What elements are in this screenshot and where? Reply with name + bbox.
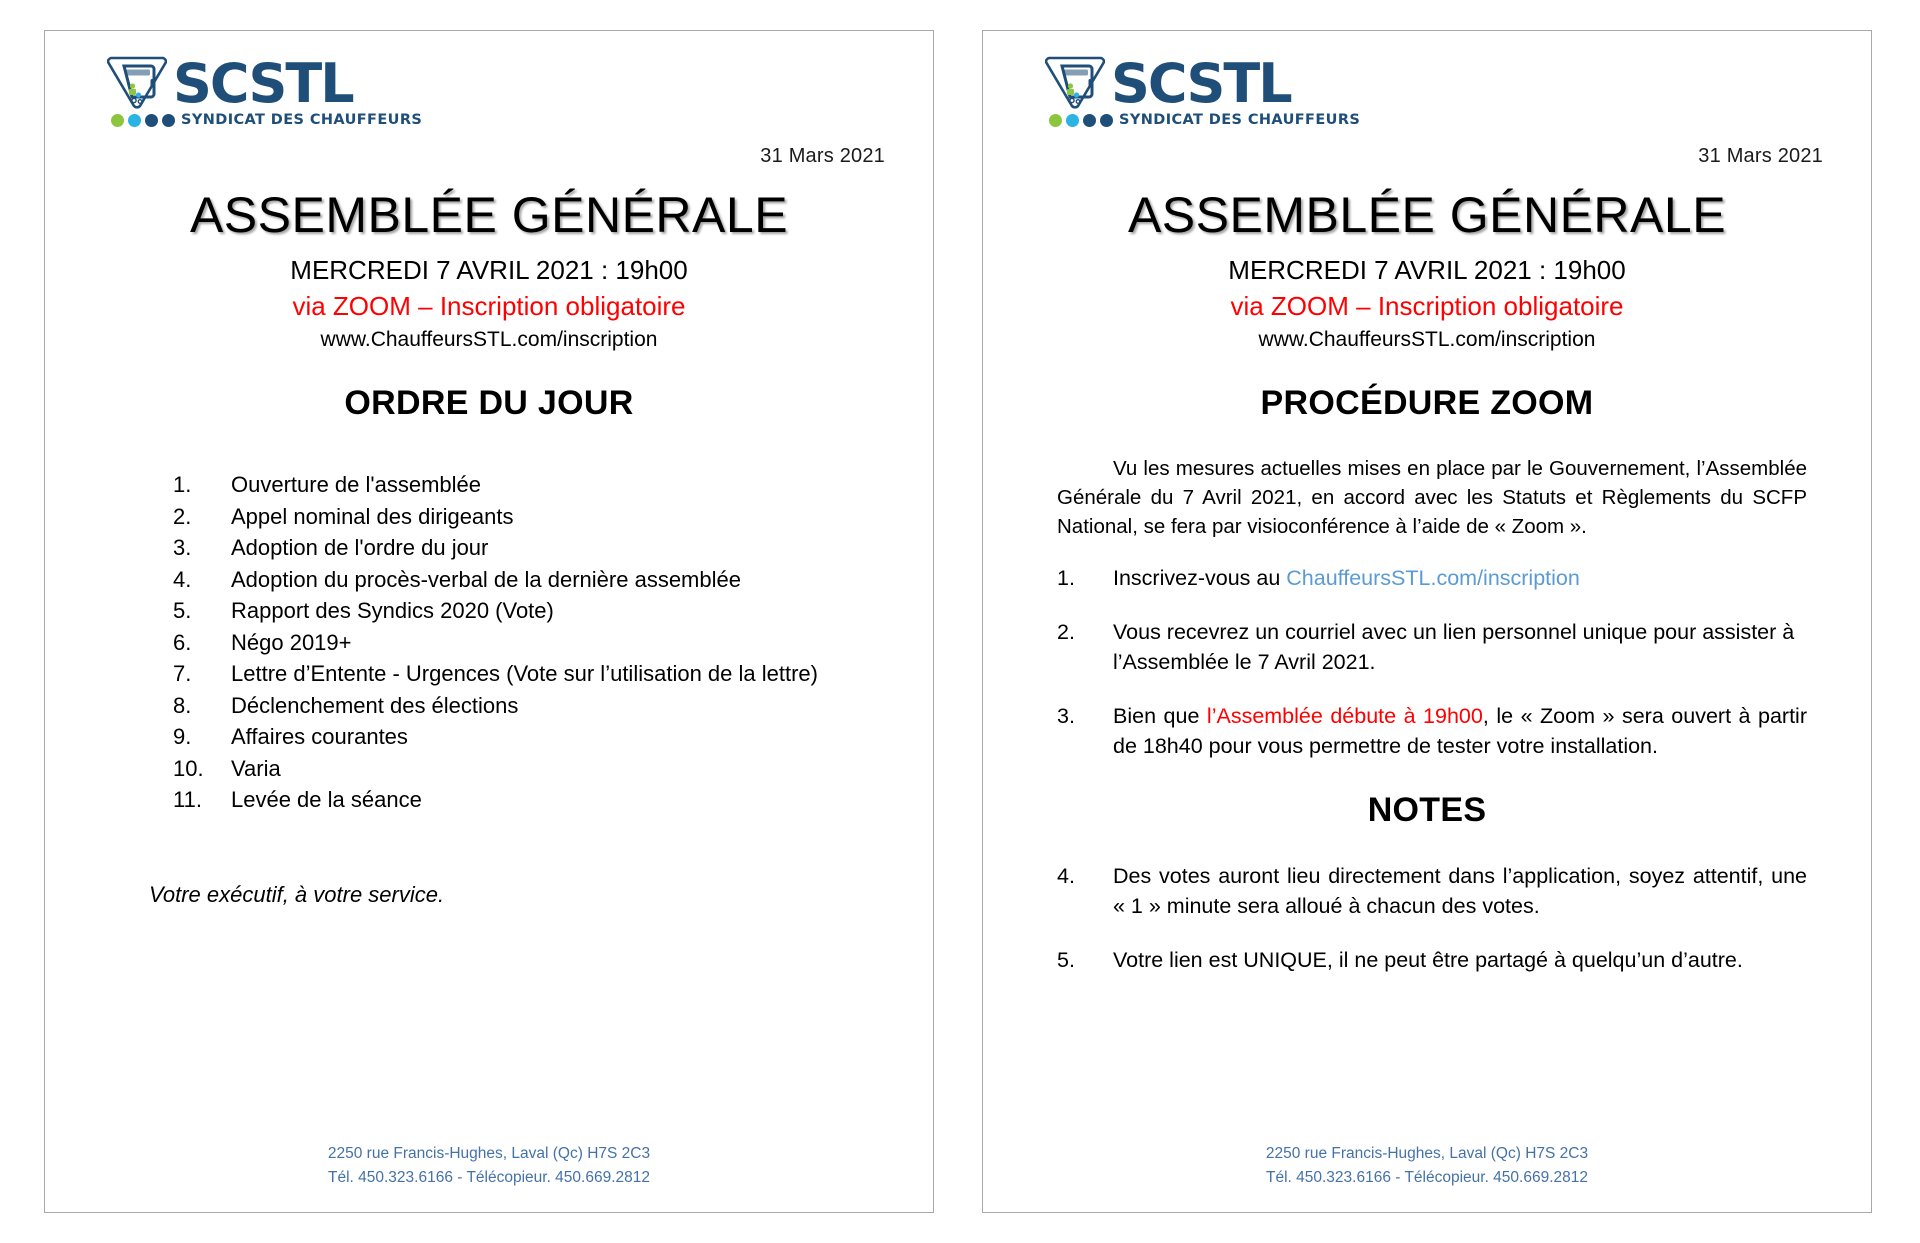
zoom-registration-notice: via ZOOM – Inscription obligatoire: [292, 291, 686, 321]
footer-phone: Tél. 450.323.6166 - Télécopieur. 450.669.2812: [1265, 1169, 1589, 1186]
agenda-number: 5.: [173, 598, 192, 623]
brand-wordmark: SCSTL: [173, 52, 353, 115]
step-text: [1113, 563, 1807, 593]
agenda-text: Négo 2019+: [231, 629, 352, 655]
agenda-number: 4.: [173, 566, 192, 592]
agenda-text: Déclenchement des élections: [231, 692, 519, 718]
agenda-text: Varia: [231, 755, 281, 781]
agenda-number: 2.: [173, 503, 192, 529]
step-number: 2.: [1057, 620, 1075, 645]
list-item: [173, 691, 897, 722]
list-item: [173, 470, 897, 501]
meeting-datetime: MERCREDI 7 AVRIL 2021 : 19h00: [1228, 255, 1626, 285]
agenda-list: [81, 470, 897, 816]
agenda-number: 6.: [173, 629, 192, 655]
logo-dot-cyan: [1066, 114, 1079, 127]
logo-dot-green: [1049, 114, 1062, 127]
bus-triangle-icon: [1045, 53, 1105, 111]
page-title: ASSEMBLÉE GÉNÉRALE: [1127, 187, 1727, 243]
section-title-procedure: PROCÉDURE ZOOM: [1260, 384, 1594, 422]
brand-tagline: SYNDICAT DES CHAUFFEURS: [181, 112, 423, 128]
footer-address: 2250 rue Francis-Hughes, Laval (Qc) H7S 2C3: [327, 1145, 651, 1162]
list-item: [1057, 945, 1807, 975]
agenda-number: 10.: [173, 755, 204, 781]
agenda-text: Lettre d’Entente - Urgences (Vote sur l’utilisation de la lettre): [231, 661, 818, 686]
zoom-registration-notice: via ZOOM – Inscription obligatoire: [1230, 291, 1624, 321]
agenda-text: Affaires courantes: [231, 724, 408, 749]
list-item: [173, 722, 897, 753]
agenda-text: Rapport des Syndics 2020 (Vote): [231, 598, 554, 623]
agenda-number: 8.: [173, 692, 192, 718]
step-highlight: l’Assemblée débute à 19h00: [1206, 704, 1483, 729]
registration-website: www.ChauffeursSTL.com/inscription: [320, 328, 658, 351]
scstl-logo: [107, 49, 423, 128]
step-lead: Inscrivez-vous au: [1113, 566, 1287, 591]
registration-website: www.ChauffeursSTL.com/inscription: [1258, 328, 1596, 351]
logo-row: [81, 43, 897, 135]
logo-row: [1019, 43, 1835, 135]
list-item: [173, 596, 897, 627]
logo-dot-navy-2: [1100, 114, 1113, 127]
page-procedure-zoom: [982, 30, 1872, 1213]
agenda-text: Ouverture de l'assemblée: [231, 472, 481, 497]
list-item: [173, 565, 897, 596]
note-text: Votre lien est UNIQUE, il ne peut être partagé à quelqu’un d’autre.: [1113, 948, 1743, 973]
logo-dot-navy-1: [145, 114, 158, 127]
brand-wordmark: SCSTL: [1111, 52, 1291, 115]
agenda-number: 11.: [173, 787, 202, 812]
agenda-number: 3.: [173, 535, 192, 560]
list-item: [173, 533, 897, 564]
registration-link[interactable]: ChauffeursSTL.com/inscription: [1286, 566, 1580, 591]
scstl-logo: [1045, 49, 1361, 128]
section-title-agenda: ORDRE DU JOUR: [344, 384, 634, 422]
intro-paragraph: Vu les mesures actuelles mises en place par le Gouvernement, l’Assemblée Générale du 7 Avril 2021, en accord avec les Statuts et Règlements du SCFP National, se fera par visioconférence à l’aide de « Zoom ».: [1057, 457, 1807, 539]
steps-list: [1057, 563, 1807, 761]
logo-dot-cyan: [128, 114, 141, 127]
step-tail: , le « Zoom » sera ouvert à partir de 18h40 pour vous permettre de tester votre installation.: [1113, 704, 1807, 759]
list-item: [173, 785, 897, 816]
footer-address: 2250 rue Francis-Hughes, Laval (Qc) H7S 2C3: [1265, 1145, 1589, 1162]
document-date: 31 Mars 2021: [1698, 145, 1823, 167]
note-number: 5.: [1057, 948, 1075, 973]
document-date: 31 Mars 2021: [760, 145, 885, 167]
footer-right: [983, 1142, 1871, 1190]
agenda-number: 7.: [173, 661, 192, 686]
list-item: [1057, 861, 1807, 921]
logo-dot-navy-1: [1083, 114, 1096, 127]
notes-list: [1057, 861, 1807, 975]
agenda-number: 1.: [173, 472, 192, 497]
agenda-text: Adoption de l'ordre du jour: [231, 535, 489, 560]
step-lead: Bien que: [1113, 704, 1207, 729]
section-title-notes: NOTES: [1367, 791, 1487, 830]
step-number: 1.: [1057, 566, 1075, 591]
list-item: [173, 628, 897, 659]
step-text: Vous recevrez un courriel avec un lien personnel unique pour assister à l’Assemblée le 7 Avril 2021.: [1113, 620, 1795, 675]
agenda-text: Adoption du procès-verbal de la dernière assemblée: [231, 566, 741, 592]
list-item: [173, 754, 897, 785]
page-ordre-du-jour: [44, 30, 934, 1213]
meeting-datetime: MERCREDI 7 AVRIL 2021 : 19h00: [290, 255, 688, 285]
list-item: [1057, 563, 1807, 593]
agenda-text: Levée de la séance: [231, 787, 422, 812]
brand-tagline: SYNDICAT DES CHAUFFEURS: [1119, 112, 1361, 128]
list-item: [173, 502, 897, 533]
agenda-text: Appel nominal des dirigeants: [231, 503, 514, 529]
step-text: [1113, 701, 1807, 761]
agenda-number: 9.: [173, 724, 192, 749]
bus-triangle-icon: [107, 53, 167, 111]
footer-phone: Tél. 450.323.6166 - Télécopieur. 450.669.2812: [327, 1169, 651, 1186]
step-number: 3.: [1057, 704, 1075, 729]
note-text: Des votes auront lieu directement dans l’application, soyez attentif, une « 1 » minute sera alloué à chacun des votes.: [1113, 864, 1807, 919]
note-number: 4.: [1057, 864, 1075, 889]
logo-dot-green: [111, 114, 124, 127]
list-item: [1057, 617, 1807, 677]
list-item: [173, 659, 897, 690]
page-title: ASSEMBLÉE GÉNÉRALE: [189, 187, 789, 243]
logo-dot-navy-2: [162, 114, 175, 127]
closing-signature: Votre exécutif, à votre service.: [149, 881, 445, 907]
list-item: [1057, 701, 1807, 761]
footer-left: [45, 1142, 933, 1190]
